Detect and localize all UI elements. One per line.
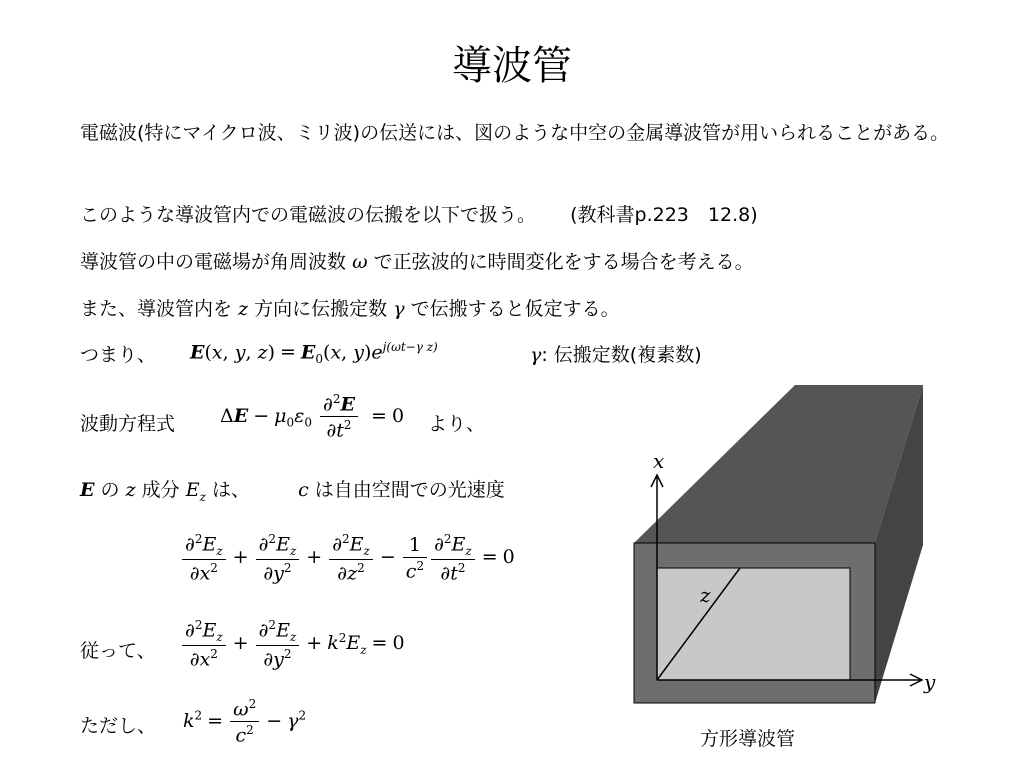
- e-vector-symbol: E: [80, 479, 95, 501]
- ez-wave-equation: $\frac{\partial^2E_z}{\partial x^2}$ + $\frac{\partial^2E_z}{\partial y^2}$ + $\frac{\partial^2E_z}{\partial z^2}$ − $\frac{1}{c^2}$ $\frac{\partial^2E_z}{\partial t^2}$ = 0: [180, 532, 515, 584]
- intro-paragraph: 電磁波(特にマイクロ波、ミリ波)の伝送には、図のような中空の金属導波管が用いられることがある。: [80, 122, 950, 144]
- z-axis-label: z: [700, 583, 711, 607]
- speed-of-light-note: は自由空間での光速度: [314, 479, 505, 501]
- propagation-text-before: また、導波管内を: [80, 298, 233, 320]
- scope-line: [80, 202, 758, 229]
- component-no: の: [100, 479, 120, 501]
- gamma-note-symbol: γ: [530, 344, 542, 366]
- waveguide-diagram: [620, 375, 940, 715]
- z-symbol: z: [238, 298, 249, 320]
- transverse-equation: $\frac{\partial^2E_z}{\partial x^2}$ + $\frac{\partial^2E_z}{\partial y^2}$ + $k^2E_z = 0$: [180, 618, 405, 670]
- propagation-line: [80, 296, 620, 323]
- component-line: [80, 477, 505, 511]
- ez-symbol: $E_z$: [185, 479, 206, 504]
- gamma-note-text: : 伝搬定数(複素数): [541, 344, 702, 366]
- gamma-symbol: γ: [393, 298, 405, 320]
- frequency-text-after: で正弦波的に時間変化をする場合を考える。: [373, 251, 754, 273]
- provided-label: ただし、: [80, 715, 157, 737]
- component-ha: は、: [211, 479, 250, 501]
- field-form-equation: E(x, y, $z) = E_0(x$, $y)e^{j(\omega t-\gamma z)}$: [190, 340, 438, 367]
- x-axis-label: x: [653, 449, 665, 473]
- wave-equation-label: 波動方程式: [80, 413, 176, 435]
- field-form-line: [80, 342, 156, 369]
- waveguide-hollow: [657, 568, 850, 680]
- therefore-label: 従って、: [80, 640, 156, 662]
- waveguide-top-face: [634, 385, 923, 543]
- wave-equation-suffix: より、: [428, 413, 486, 435]
- figure-caption: 方形導波管: [700, 728, 796, 750]
- component-z-symbol: z: [125, 479, 136, 501]
- field-form-label: つまり、: [80, 344, 157, 366]
- y-axis-label: y: [924, 670, 936, 694]
- textbook-reference: (教科書p.223 12.8): [570, 204, 758, 226]
- page-title: 導波管: [452, 43, 572, 89]
- frequency-text-before: 導波管の中の電磁場が角周波数: [80, 251, 347, 273]
- c-symbol: c: [298, 479, 309, 501]
- propagation-text-after: で伝搬すると仮定する。: [410, 298, 620, 320]
- k-definition: $k^2$ = $\frac{\omega^2}{c^2}$ − $\gamma^2$: [183, 697, 307, 747]
- scope-text: このような導波管内での電磁波の伝搬を以下で扱う。: [80, 204, 537, 226]
- frequency-line: [80, 249, 754, 276]
- component-word: 成分: [141, 479, 180, 501]
- wave-equation: $\Delta E - \mu_0\varepsilon_0$ $\frac{\partial^2E}{\partial t^2}$ = 0: [220, 392, 405, 442]
- propagation-text-middle: 方向に伝搬定数: [254, 298, 388, 320]
- gamma-note: [530, 342, 702, 369]
- omega-symbol: ω: [352, 251, 368, 273]
